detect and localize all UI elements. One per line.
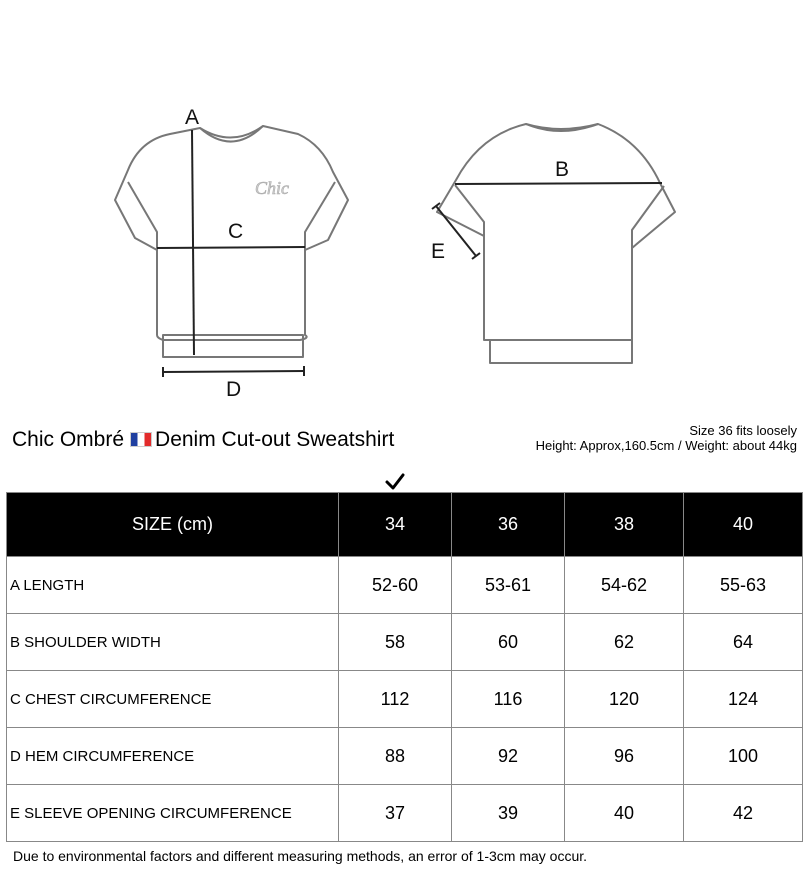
fit-info [536,423,797,453]
table-row [7,785,803,842]
row-label: B SHOULDER WIDTH [7,614,339,671]
label-c: C [228,220,244,243]
table-cell: 58 [339,614,452,671]
table-row [7,614,803,671]
label-d: D [226,378,242,401]
table-cell: 42 [684,785,803,842]
garment-measurement-diagram [0,0,811,410]
row-label: E SLEEVE OPENING CIRCUMFERENCE [7,785,339,842]
row-label: D HEM CIRCUMFERENCE [7,728,339,785]
header-size-38: 38 [565,493,684,557]
checkmark-icon [384,472,406,492]
label-e: E [431,240,446,263]
header-size-40: 40 [684,493,803,557]
table-cell: 37 [339,785,452,842]
size-table [6,492,803,842]
table-row [7,728,803,785]
logo-chic: Chic [255,178,289,198]
table-row [7,557,803,614]
table-cell: 100 [684,728,803,785]
product-title [12,428,394,452]
model-weight: Weight: about 44kg [685,438,797,453]
row-label: C CHEST CIRCUMFERENCE [7,671,339,728]
table-cell: 40 [565,785,684,842]
label-a: A [185,106,200,129]
table-cell: 120 [565,671,684,728]
footnote: Due to environmental factors and different measuring methods, an error of 1-3cm may occur. [13,848,588,864]
table-cell: 124 [684,671,803,728]
table-cell: 53-61 [452,557,565,614]
table-cell: 88 [339,728,452,785]
header-size-34: 34 [339,493,452,557]
table-cell: 60 [452,614,565,671]
table-row [7,671,803,728]
france-flag-icon [130,432,152,447]
table-cell: 116 [452,671,565,728]
table-cell: 52-60 [339,557,452,614]
table-cell: 92 [452,728,565,785]
title-part1: Chic Ombré [12,428,125,451]
table-cell: 62 [565,614,684,671]
table-cell: 54-62 [565,557,684,614]
table-cell: 39 [452,785,565,842]
row-label: A LENGTH [7,557,339,614]
table-header-row [7,493,803,557]
table-cell: 112 [339,671,452,728]
table-cell: 64 [684,614,803,671]
title-part2: Denim Cut-out Sweatshirt [155,428,395,451]
back-measure-lines [432,183,662,259]
table-cell: 55-63 [684,557,803,614]
table-cell: 96 [565,728,684,785]
header-size-label: SIZE (cm) [7,493,339,557]
label-b: B [555,158,570,181]
header-size-36: 36 [452,493,565,557]
fit-size-note: Size 36 fits loosely [689,423,797,438]
model-height: Height: Approx,160.5cm / [535,438,682,453]
